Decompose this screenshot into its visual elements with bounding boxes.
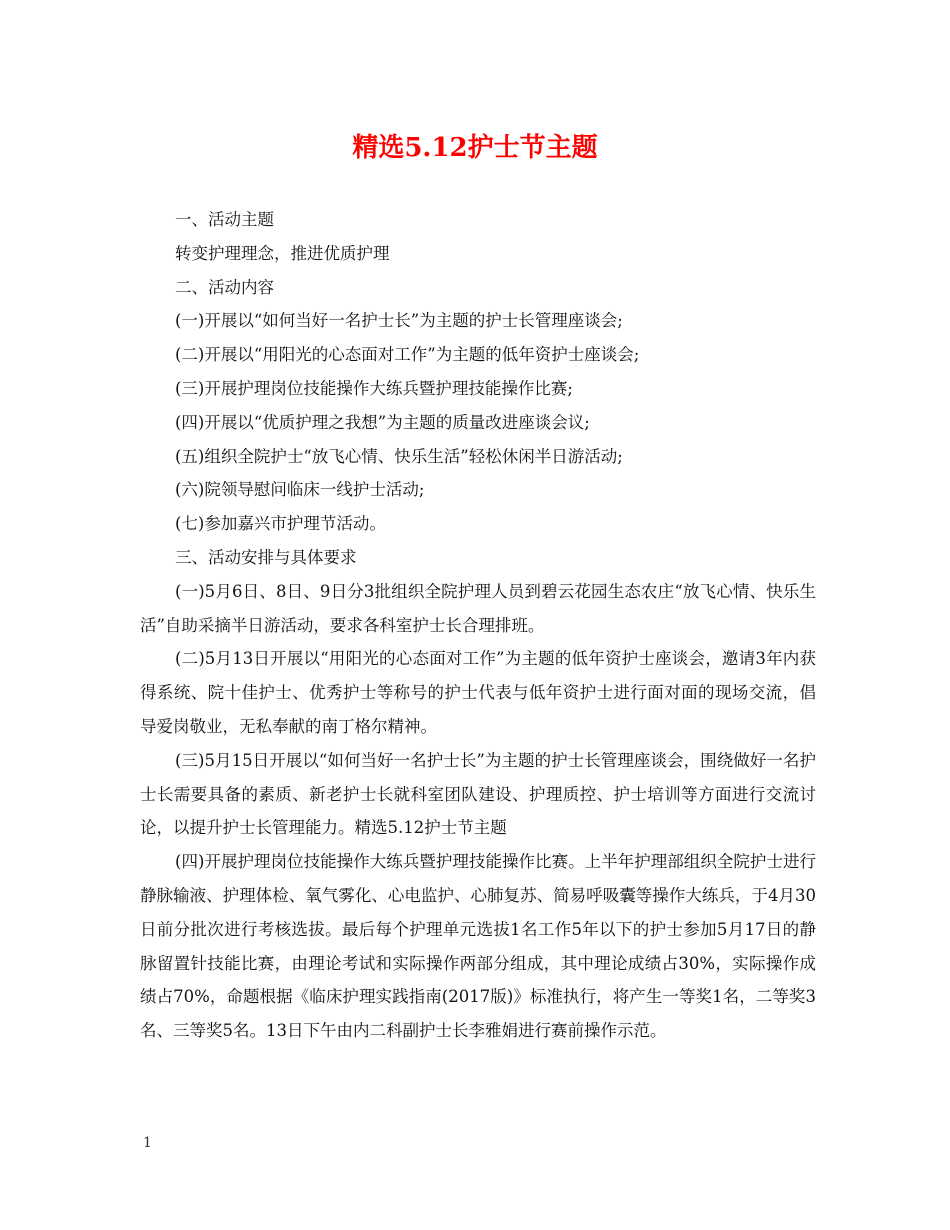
page-number: 1 (143, 1135, 152, 1151)
content-item-3: (三)开展护理岗位技能操作大练兵暨护理技能操作比赛; (175, 378, 573, 398)
theme-text: 转变护理理念，推进优质护理 (175, 243, 390, 263)
content-item-2: (二)开展以“用阳光的心态面对工作”为主题的低年资护士座谈会; (175, 345, 640, 365)
document-title: 精选5.12护士节主题 (352, 133, 598, 163)
content-item-6: (六)院领导慰问临床一线护士活动; (175, 480, 425, 500)
content-item-7: (七)参加嘉兴市护理节活动。 (175, 514, 386, 534)
arrangement-paragraph-4: (四)开展护理岗位技能操作大练兵暨护理技能操作比赛。上半年护理部组织全院护士进行静脉输液、护理体检、氧气雾化、心电监护、心肺复苏、简易呼吸囊等操作大练兵，于4月30日前分批次进行考核选拔。最后每个护理单元选拔1名工作5年以下的护士参加5月17日的静脉留置针技能比赛，由理论考试和实际操作两部分组成，其中理论成绩占30%，实际操作成绩占70%，命题根据《临床护理实践指南(2017版)》标准执行，将产生一等奖1名，二等奖3名、三等奖5名。13日下午由内二科副护士长李雅娟进行赛前操作示范。 (140, 852, 816, 1041)
section-heading-theme: 一、活动主题 (175, 210, 274, 229)
content-item-4: (四)开展以“优质护理之我想”为主题的质量改进座谈会议; (175, 412, 590, 432)
arrangement-paragraph-1: (一)5月6日、8日、9日分3批组织全院护理人员到碧云花园生态农庄“放飞心情、快乐生活”自助采摘半日游活动，要求各科室护士长合理排班。 (140, 581, 816, 635)
document-body (140, 203, 816, 1048)
arrangement-paragraph-2: (二)5月13日开展以“用阳光的心态面对工作”为主题的低年资护士座谈会，邀请3年内获得系统、院十佳护士、优秀护士等称号的护士代表与低年资护士进行面对面的现场交流，倡导爱岗敬业，无私奉献的南丁格尔精神。 (140, 649, 816, 736)
content-item-5: (五)组织全院护士“放飞心情、快乐生活”轻松休闲半日游活动; (175, 446, 623, 466)
content-item-1: (一)开展以“如何当好一名护士长”为主题的护士长管理座谈会; (175, 311, 623, 331)
section-heading-arrangement: 三、活动安排与具体要求 (175, 547, 357, 567)
arrangement-paragraph-3: (三)5月15日开展以“如何当好一名护士长”为主题的护士长管理座谈会，围绕做好一名护士长需要具备的素质、新老护士长就科室团队建设、护理质控、护士培训等方面进行交流讨论，以提升护士长管理能力。精选5.12护士节主题 (140, 750, 816, 838)
section-heading-content: 二、活动内容 (175, 277, 274, 297)
